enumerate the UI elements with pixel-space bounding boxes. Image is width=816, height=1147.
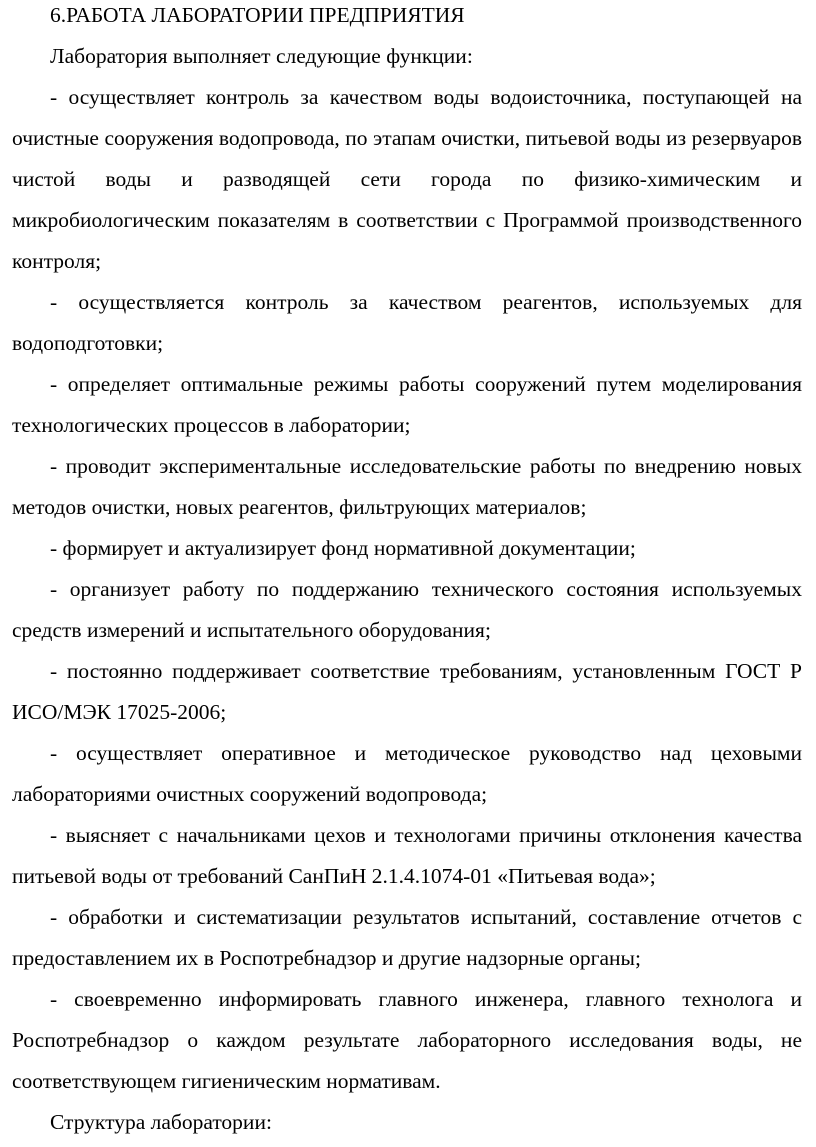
function-item-11: - своевременно информировать главного инженера, главного технолога и Роспотребнадзор о каждом результате лабораторного исследования воды, не соответствующем гигиеническим нормативам.: [12, 987, 802, 1093]
intro-paragraph: Лаборатория выполняет следующие функции:: [50, 44, 473, 68]
function-item-1: - осуществляет контроль за качеством воды водоисточника, поступающей на очистные сооружения водопровода, по этапам очистки, питьевой воды из резервуаров чистой воды и разводящей сети города по физико-химическим и микробиологическим показателям в соответствии с Программой производственного контроля;: [12, 85, 802, 273]
function-item-2: - осуществляется контроль за качеством реагентов, используемых для водоподготовки;: [12, 290, 802, 355]
function-item-10: - обработки и систематизации результатов испытаний, составление отчетов с предоставлением их в Роспотребнадзор и другие надзорные органы;: [12, 905, 802, 970]
section-heading: 6.РАБОТА ЛАБОРАТОРИИ ПРЕДПРИЯТИЯ: [50, 3, 465, 27]
functions-list: [12, 77, 802, 1102]
function-item-3: - определяет оптимальные режимы работы сооружений путем моделирования технологических процессов в лаборатории;: [12, 372, 802, 437]
function-item-9: - выясняет с начальниками цехов и технологами причины отклонения качества питьевой воды от требований СанПиН 2.1.4.1074-01 «Питьевая вода»;: [12, 823, 802, 888]
function-item-4: - проводит экспериментальные исследовательские работы по внедрению новых методов очистки, новых реагентов, фильтрующих материалов;: [12, 454, 802, 519]
function-item-8: - осуществляет оперативное и методическое руководство над цеховыми лабораториями очистных сооружений водопровода;: [12, 741, 802, 806]
function-item-7: - постоянно поддерживает соответствие требованиям, установленным ГОСТ Р ИСО/МЭК 17025-2006;: [12, 659, 802, 724]
function-item-5: - формирует и актуализирует фонд нормативной документации;: [50, 536, 636, 560]
structure-heading: Структура лаборатории:: [50, 1110, 272, 1134]
function-item-6: - организует работу по поддержанию технического состояния используемых средств измерений и испытательного оборудования;: [12, 577, 802, 642]
